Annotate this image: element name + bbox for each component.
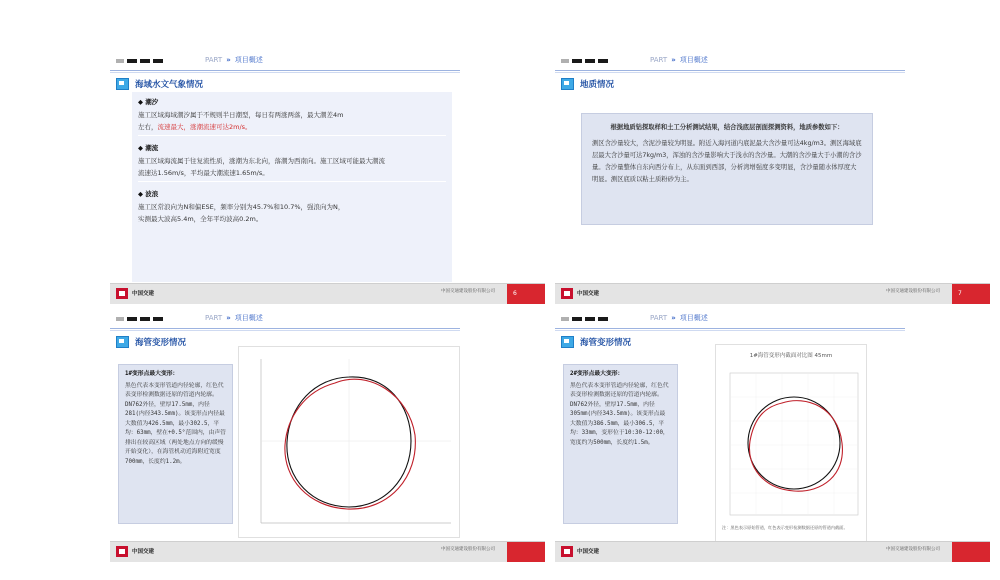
wave-block: ◆ 波浪 施工区常浪向为N和偏ESE，频率分别为45.7%和10.7%，强浪向为N， 实测最大波高5.4m，全年平均波高0.2m。 xyxy=(138,190,345,223)
content-panel xyxy=(581,113,873,225)
slide-header xyxy=(555,48,990,82)
pipe-profile-plot xyxy=(715,344,867,546)
slide-footer: 中国交建 中国交通建设股份有限公司 6 xyxy=(110,283,545,304)
body-text: 测区含沙量较大，含泥沙量较为明显。附近入海河道内底泥最大含沙量可达4kg/m3。测区海域底层最大含沙量可达7kg/m3，浑浊的含沙量影响大于浅水的含沙量。大潮的含沙量大于小潮的含沙量。含沙量整体自东向西分布上，从东面到西部，分析湾增强度多变明显，含沙量随水体厚度大明显。测区底质以粘土质粉砂为主。 xyxy=(592,140,862,183)
page-number: 7 xyxy=(958,290,962,297)
slide-footer: 中国交建 中国交通建设股份有限公司 xyxy=(110,541,545,562)
deformation-notes: 2#变形点最大变形： 黑色代表本变形管道内径轮廓，红色代表变形检测数据还原的管道内轮廓。 DN762外径，壁厚17.5mm，内径305mm(内径343.5mm)。该变形点最大数值为386.5mm，最小306.5，平均：33mm，变形位于10:30-12:00，宽度约为500mm，长度约1.5m。 xyxy=(563,364,678,524)
breadcrumb: PART » 项目概述 xyxy=(205,314,263,322)
header-dots xyxy=(561,59,608,63)
lead-text: 根据地质钻探取样和土工分析测试结果，结合浅底层剖面探测资料，地质参数如下： xyxy=(610,124,844,131)
page-number: 6 xyxy=(513,290,517,297)
company-name: 中国交通建设股份有限公司 xyxy=(441,289,495,294)
slide-header xyxy=(555,306,990,340)
header-dots xyxy=(561,317,608,321)
slide-title: 海管变形情况 xyxy=(116,336,186,348)
slide-footer: 中国交建 中国交通建设股份有限公司 7 xyxy=(555,283,990,304)
company-logo-icon xyxy=(116,288,128,299)
slide-geology xyxy=(555,48,990,304)
current-block: ◆ 潮流 施工区域海流属于往复流性质，涨潮为东北向，落潮为西南向。施工区域可能最大潮流 流速达1.56m/s，平均最大潮流速1.65m/s。 xyxy=(138,142,446,182)
header-dots xyxy=(116,59,163,63)
chart-title: 1#海管变形内截面对比图 45mm xyxy=(749,353,833,359)
breadcrumb: PART » 项目概述 xyxy=(650,56,708,64)
company-name: 中国交通建设股份有限公司 xyxy=(886,547,940,552)
plot-caption: 注：黑色表示原始管道，红色表示变形检测数据还原的管道内截面。 xyxy=(722,525,848,530)
deformation-notes: 1#变形点最大变形： 黑色代表本变形管道内径轮廓，红色代表变形检测数据还原的管道内轮廓。 DN762外径，壁厚17.5mm，内径281(内径343.5mm)。该变形点内径最大数值为426.5mm，最小302.5，平均：63mm，壁在+0.5°范围内，由声管排出在较高区域（两处地点方向的缓慢开始变化），在海管机动近海附近宽度700mm，长度约1.2m。 xyxy=(118,364,233,524)
slide-header xyxy=(110,306,545,340)
content-panel xyxy=(132,92,452,282)
company-name: 中国交通建设股份有限公司 xyxy=(886,289,940,294)
breadcrumb: PART » 项目概述 xyxy=(205,56,263,64)
slide-deformation-2 xyxy=(555,306,990,562)
title-square-icon xyxy=(116,336,129,348)
slide-title: 地质情况 xyxy=(561,78,614,90)
title-square-icon xyxy=(116,78,129,90)
company-logo-icon xyxy=(561,546,573,557)
slide-hydrology xyxy=(110,48,545,304)
slide-deformation-1 xyxy=(110,306,545,562)
slide-title: 海域水文气象情况 xyxy=(116,78,203,90)
pipe-profile-plot xyxy=(238,346,460,538)
title-square-icon xyxy=(561,336,574,348)
tide-block: ◆ 潮汐 施工区域海域潮汐属于不规则半日潮型，每日有两涨两落，最大潮差4m 左右，流速最大，涨潮流速可达2m/s。 xyxy=(138,96,446,136)
company-logo-icon xyxy=(116,546,128,557)
slide-footer: 中国交建 中国交通建设股份有限公司 xyxy=(555,541,990,562)
title-square-icon xyxy=(561,78,574,90)
breadcrumb: PART » 项目概述 xyxy=(650,314,708,322)
company-name: 中国交通建设股份有限公司 xyxy=(441,547,495,552)
header-dots xyxy=(116,317,163,321)
company-logo-icon xyxy=(561,288,573,299)
slide-header xyxy=(110,48,545,82)
slide-title: 海管变形情况 xyxy=(561,336,631,348)
